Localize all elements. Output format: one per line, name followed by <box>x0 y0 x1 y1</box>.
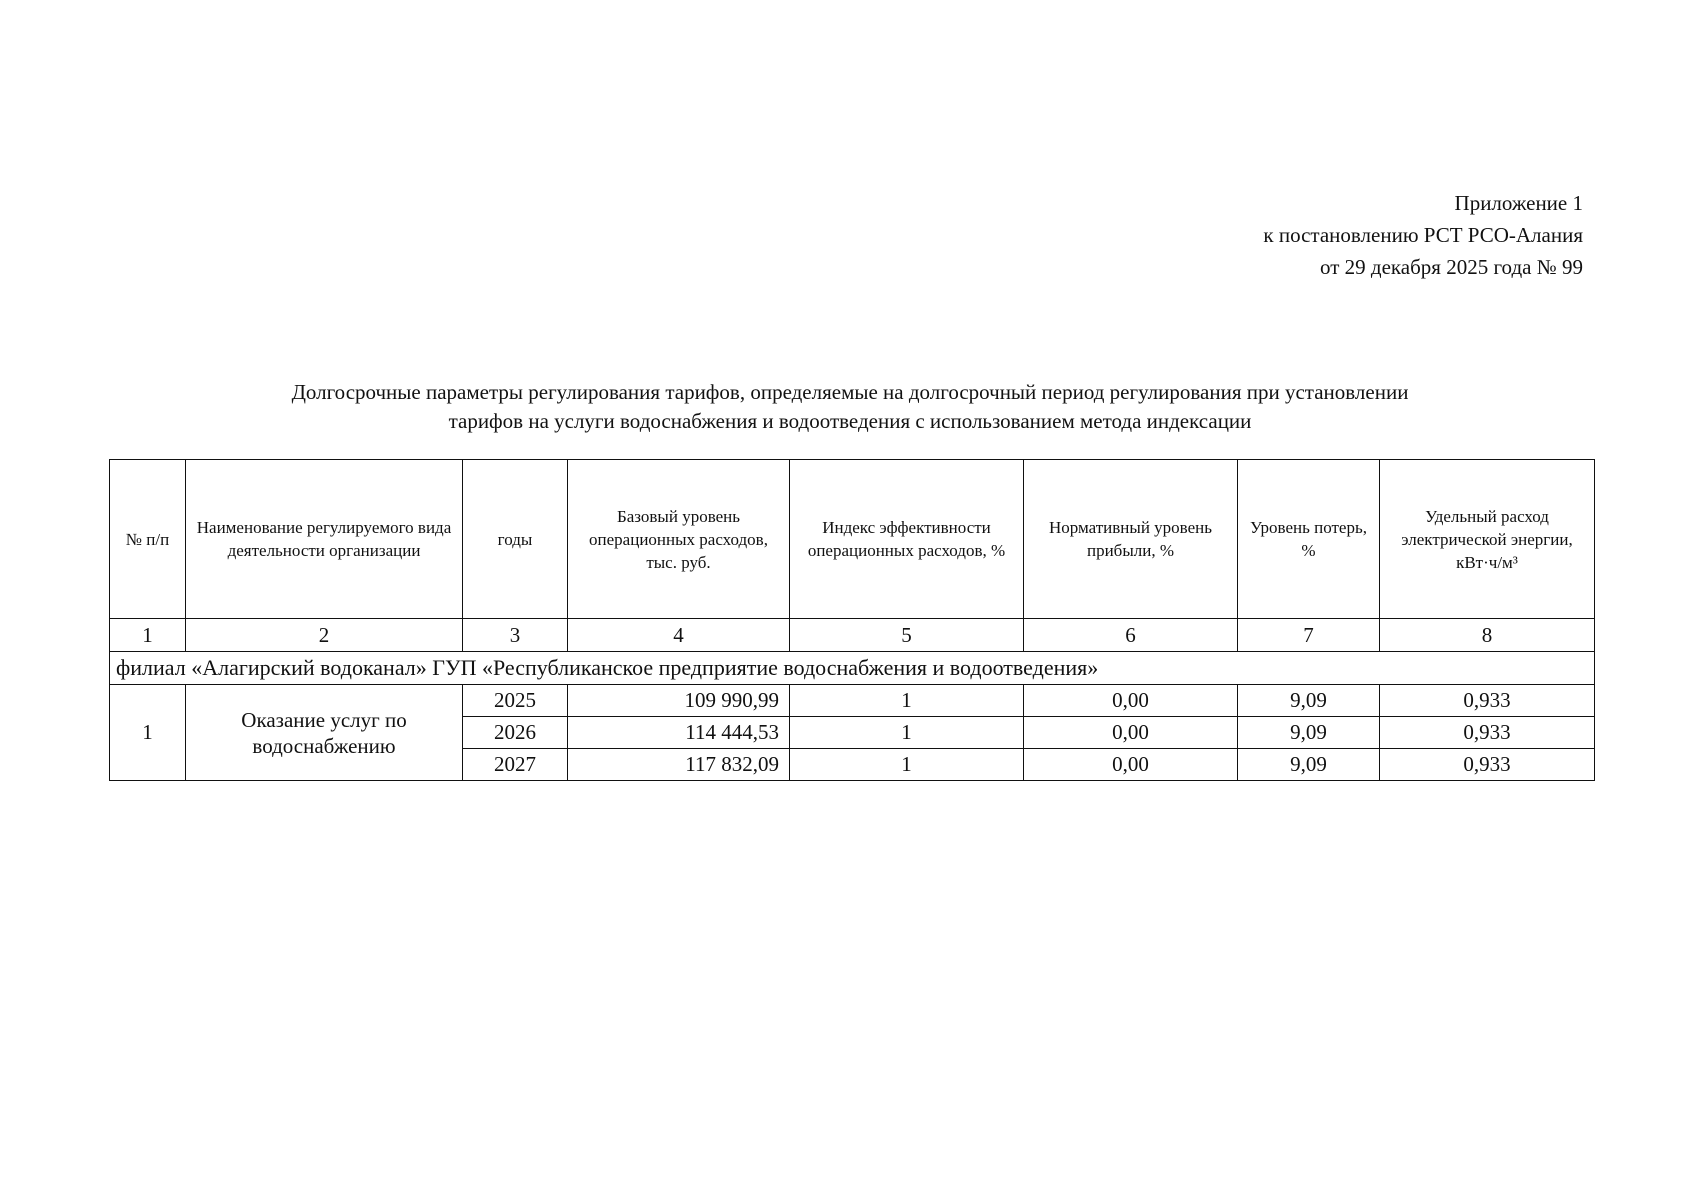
column-number-cell: 5 <box>790 619 1024 652</box>
profit-level-cell: 0,00 <box>1024 749 1238 781</box>
base-cost-cell: 114 444,53 <box>568 717 790 749</box>
header-cell-loss-level: Уровень потерь, % <box>1238 460 1380 619</box>
base-cost-cell: 109 990,99 <box>568 685 790 717</box>
header-cell-profit-level: Нормативный уровень прибыли, % <box>1024 460 1238 619</box>
energy-use-cell: 0,933 <box>1380 717 1595 749</box>
appendix-line-1: Приложение 1 <box>1454 191 1583 215</box>
loss-level-cell: 9,09 <box>1238 717 1380 749</box>
header-cell-number: № п/п <box>110 460 186 619</box>
loss-level-cell: 9,09 <box>1238 685 1380 717</box>
column-number-cell: 7 <box>1238 619 1380 652</box>
year-cell: 2026 <box>463 717 568 749</box>
organization-row <box>110 652 1595 685</box>
appendix-line-3: от 29 декабря 2025 года № 99 <box>1320 255 1583 279</box>
energy-use-cell: 0,933 <box>1380 749 1595 781</box>
year-cell: 2027 <box>463 749 568 781</box>
efficiency-index-cell: 1 <box>790 749 1024 781</box>
column-number-cell: 2 <box>186 619 463 652</box>
profit-level-cell: 0,00 <box>1024 685 1238 717</box>
efficiency-index-cell: 1 <box>790 717 1024 749</box>
appendix-line-2: к постановлению РСТ РСО-Алания <box>1263 223 1583 247</box>
header-cell-activity: Наименование регулируемого вида деятельности организации <box>186 460 463 619</box>
table-header-row <box>110 460 1595 619</box>
document-title-line-1: Долгосрочные параметры регулирования тарифов, определяемые на долгосрочный период регулирования при установлении <box>291 380 1409 404</box>
appendix-block <box>1263 187 1583 283</box>
column-number-cell: 6 <box>1024 619 1238 652</box>
parameters-table <box>109 459 1595 781</box>
loss-level-cell: 9,09 <box>1238 749 1380 781</box>
column-number-cell: 3 <box>463 619 568 652</box>
document-title-line-2: тарифов на услуги водоснабжения и водоотведения с использованием метода индексации <box>448 409 1252 433</box>
item-number-cell: 1 <box>110 685 186 781</box>
year-cell: 2025 <box>463 685 568 717</box>
base-cost-cell: 117 832,09 <box>568 749 790 781</box>
activity-name-cell: Оказание услуг по водоснабжению <box>186 685 463 781</box>
header-cell-efficiency-index: Индекс эффективности операционных расходов, % <box>790 460 1024 619</box>
table-row <box>110 685 1595 717</box>
column-number-cell: 4 <box>568 619 790 652</box>
efficiency-index-cell: 1 <box>790 685 1024 717</box>
header-cell-base-cost: Базовый уровень операционных расходов, тыс. руб. <box>568 460 790 619</box>
column-number-cell: 1 <box>110 619 186 652</box>
organization-name: филиал «Алагирский водоканал» ГУП «Республиканское предприятие водоснабжения и водоотведения» <box>110 652 1595 685</box>
column-number-row <box>110 619 1595 652</box>
column-number-cell: 8 <box>1380 619 1595 652</box>
document-title <box>110 378 1590 436</box>
header-cell-energy-use: Удельный расход электрической энергии, кВт·ч/м³ <box>1380 460 1595 619</box>
energy-use-cell: 0,933 <box>1380 685 1595 717</box>
profit-level-cell: 0,00 <box>1024 717 1238 749</box>
header-cell-years: годы <box>463 460 568 619</box>
